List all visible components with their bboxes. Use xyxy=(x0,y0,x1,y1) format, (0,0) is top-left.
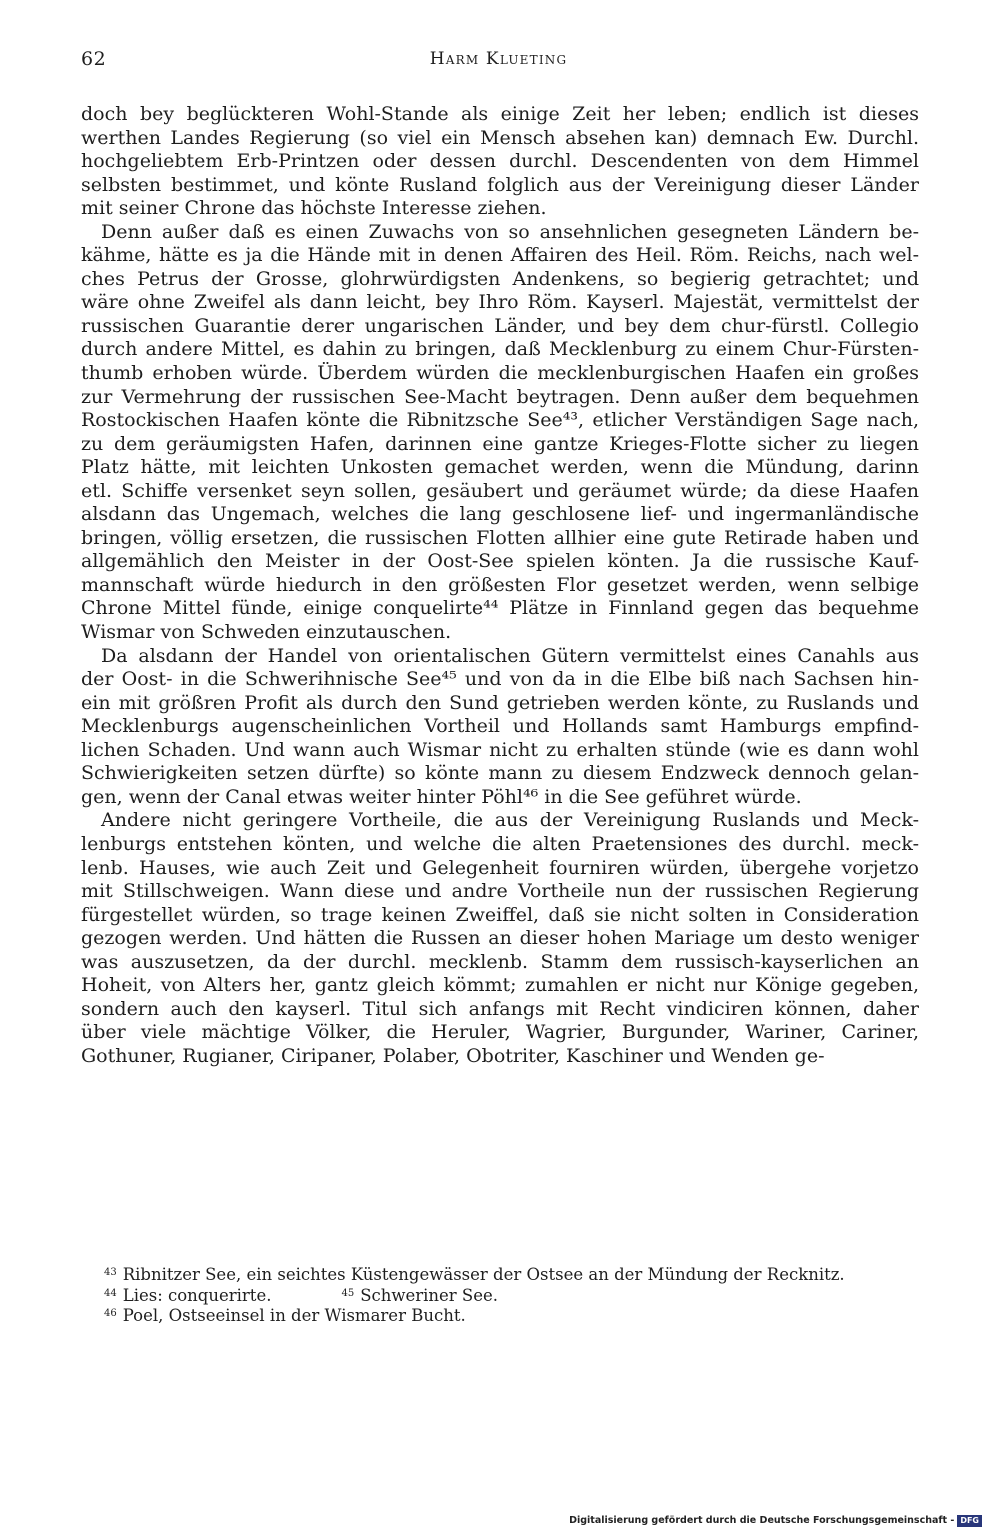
text-line: kähme, hätte es ja die Hände mit in denen Affairen des Heil. Röm. Reichs, nach wel- xyxy=(81,244,919,267)
text-line: allgemählich den Meister in der Oost-See spielen könten. Ja die russische Kauf- xyxy=(81,550,919,573)
text-line: mit seiner Chrone das höchste Interesse ziehen. xyxy=(81,197,547,220)
footnote-number: 46 xyxy=(104,1308,117,1319)
text-line: doch bey beglückteren Wohl-Stande als einige Zeit her leben; endlich ist dieses xyxy=(81,103,919,125)
text-line: Rostockischen Haafen könte die Ribnitzsche See⁴³, etlicher Verständigen Sage nach, xyxy=(81,409,919,432)
text-line: Andere nicht geringere Vortheile, die aus der Vereinigung Ruslands und Meck- xyxy=(101,809,919,832)
footnotes xyxy=(104,1263,924,1325)
text-line: russischen Guarantie derer ungarischen Länder, und bey dem chur-fürstl. Collegio xyxy=(81,314,919,337)
running-header xyxy=(81,44,916,78)
text-line: was auszusetzen, da der durchl. mecklenb. Stamm dem russisch-kayserlichen an xyxy=(81,950,919,973)
footnote-text: Lies: conquerirte. xyxy=(122,1285,272,1305)
footnote-46 xyxy=(104,1304,924,1325)
footnote-number: 45 xyxy=(341,1287,355,1299)
footnote-number: 44 xyxy=(104,1287,117,1299)
text-line: zur Vermehrung der russischen See-Macht beytragen. Denn außer dem bequehmen xyxy=(81,385,919,408)
footnote-number: 43 xyxy=(104,1267,117,1278)
text-line: ches Petrus der Grosse, glohrwürdigsten Andenkens, so begierig getrachtet; und xyxy=(81,267,919,290)
page-number: 62 xyxy=(81,48,107,70)
text-line: Denn außer daß es einen Zuwachs von so ansehnlichen gesegneten Ländern be- xyxy=(101,220,919,243)
text-line: Gothuner, Rugianer, Ciripaner, Polaber, Obotriter, Kaschiner und Wenden ge- xyxy=(81,1044,825,1067)
text-line: mit Stillschweigen. Wann diese und andre Vortheile nun der russischen Regierung xyxy=(81,880,919,903)
text-line: thumb erhoben würde. Überdem würden die mecklenburgischen Haafen ein großes xyxy=(81,362,919,385)
text-line: über viele mächtige Völker, die Heruler, Wagrier, Burgunder, Wariner, Cariner, xyxy=(81,1021,919,1044)
footnote-text: Poel, Ostseeinsel in der Wismarer Bucht. xyxy=(122,1306,466,1325)
text-line: lenburgs entstehen könten, und welche die alten Praetensiones des durchl. meck- xyxy=(81,832,919,855)
credit-text: Digitalisierung gefördert durch die Deutsche Forschungsgemeinschaft - xyxy=(569,1515,955,1526)
text-line: Schwierigkeiten setzen dürfte) so könte mann zu diesem Endzweck dennoch gelan- xyxy=(81,762,919,785)
text-line: lenb. Hauses, wie auch Zeit und Gelegenheit fourniren würden, übergehe vorjetzo xyxy=(81,856,919,879)
text-line: mannschaft würde hiedurch in den größesten Flor gesetzet werden, wenn selbige xyxy=(81,573,919,596)
text-line: selbsten bestimmet, und könte Rusland folglich aus der Vereinigung dieser Länder xyxy=(81,173,919,196)
text-line: fürgestellet würden, so trage keinen Zweiffel, daß sie nicht solten in Consideration xyxy=(81,903,919,926)
footnote-44-45 xyxy=(104,1284,924,1305)
digitization-credit xyxy=(569,1514,982,1528)
text-line: sondern auch den kayserl. Titul sich anfangs mit Recht vindiciren können, daher xyxy=(81,997,919,1020)
text-line: ein mit größren Profit als durch den Sund getrieben werden könte, zu Ruslands und xyxy=(81,691,919,714)
footnote-text: Schweriner See. xyxy=(360,1285,499,1305)
text-line: gen, wenn der Canal etwas weiter hinter Pöhl⁴⁶ in die See geführet würde. xyxy=(81,785,802,808)
text-line: der Oost- in die Schwerihnische See⁴⁵ und von da in die Elbe biß nach Sachsen hin- xyxy=(81,668,919,691)
text-line: Mecklenburgs augenscheinlichen Vortheil und Hollands samt Hamburgs empfind- xyxy=(81,715,919,738)
text-line: hochgeliebtem Erb-Printzen oder dessen durchl. Descendenten von dem Himmel xyxy=(81,150,919,173)
footnote-text: Ribnitzer See, ein seichtes Küstengewässer der Ostsee an der Mündung der Recknitz. xyxy=(122,1265,845,1284)
body-text xyxy=(81,103,919,1068)
text-line: alsdann das Ungemach, welches die lang geschlosene lief- und ingermanländische xyxy=(81,503,919,526)
text-line: wäre ohne Zweifel als dann leicht, bey Ihro Röm. Kayserl. Majestät, vermittelst der xyxy=(81,291,919,314)
text-line: Hoheit, von Alters her, gantz gleich kömmt; zumahlen er nicht nur Könige gegeben, xyxy=(81,974,919,997)
running-head-author: Harm Klueting xyxy=(429,49,568,69)
dfg-logo: DFG xyxy=(957,1515,982,1527)
text-line: Chrone Mittel fünde, einige conquelirte⁴⁴ Plätze in Finnland gegen das bequehme xyxy=(81,597,919,620)
text-line: Platz hätte, mit leichten Unkosten gemachet werden, wenn die Mündung, darinn xyxy=(81,456,919,479)
footnote-43 xyxy=(104,1263,924,1284)
text-line: bringen, völlig ersetzen, die russischen Flotten allhier eine gute Retirade haben und xyxy=(81,526,919,549)
text-line: etl. Schiffe versenket seyn sollen, gesäubert und geräumet würde; da diese Haafen xyxy=(81,479,919,502)
text-line: zu dem geräumigsten Hafen, darinnen eine gantze Krieges-Flotte sicher zu liegen xyxy=(81,432,919,455)
text-line: durch andere Mittel, es dahin zu bringen, daß Mecklenburg zu einem Chur-Fürsten- xyxy=(81,338,919,361)
text-line: lichen Schaden. Und wann auch Wismar nicht zu erhalten stünde (wie es dann wohl xyxy=(81,738,919,761)
text-line: gezogen werden. Und hätten die Russen an dieser hohen Mariage um desto weniger xyxy=(81,927,919,950)
text-line: Wismar von Schweden einzutauschen. xyxy=(81,621,452,644)
text-line: Da alsdann der Handel von orientalischen Gütern vermittelst eines Canahls aus xyxy=(101,644,919,667)
text-line: werthen Landes Regierung (so viel ein Mensch absehen kan) demnach Ew. Durchl. xyxy=(81,126,919,149)
